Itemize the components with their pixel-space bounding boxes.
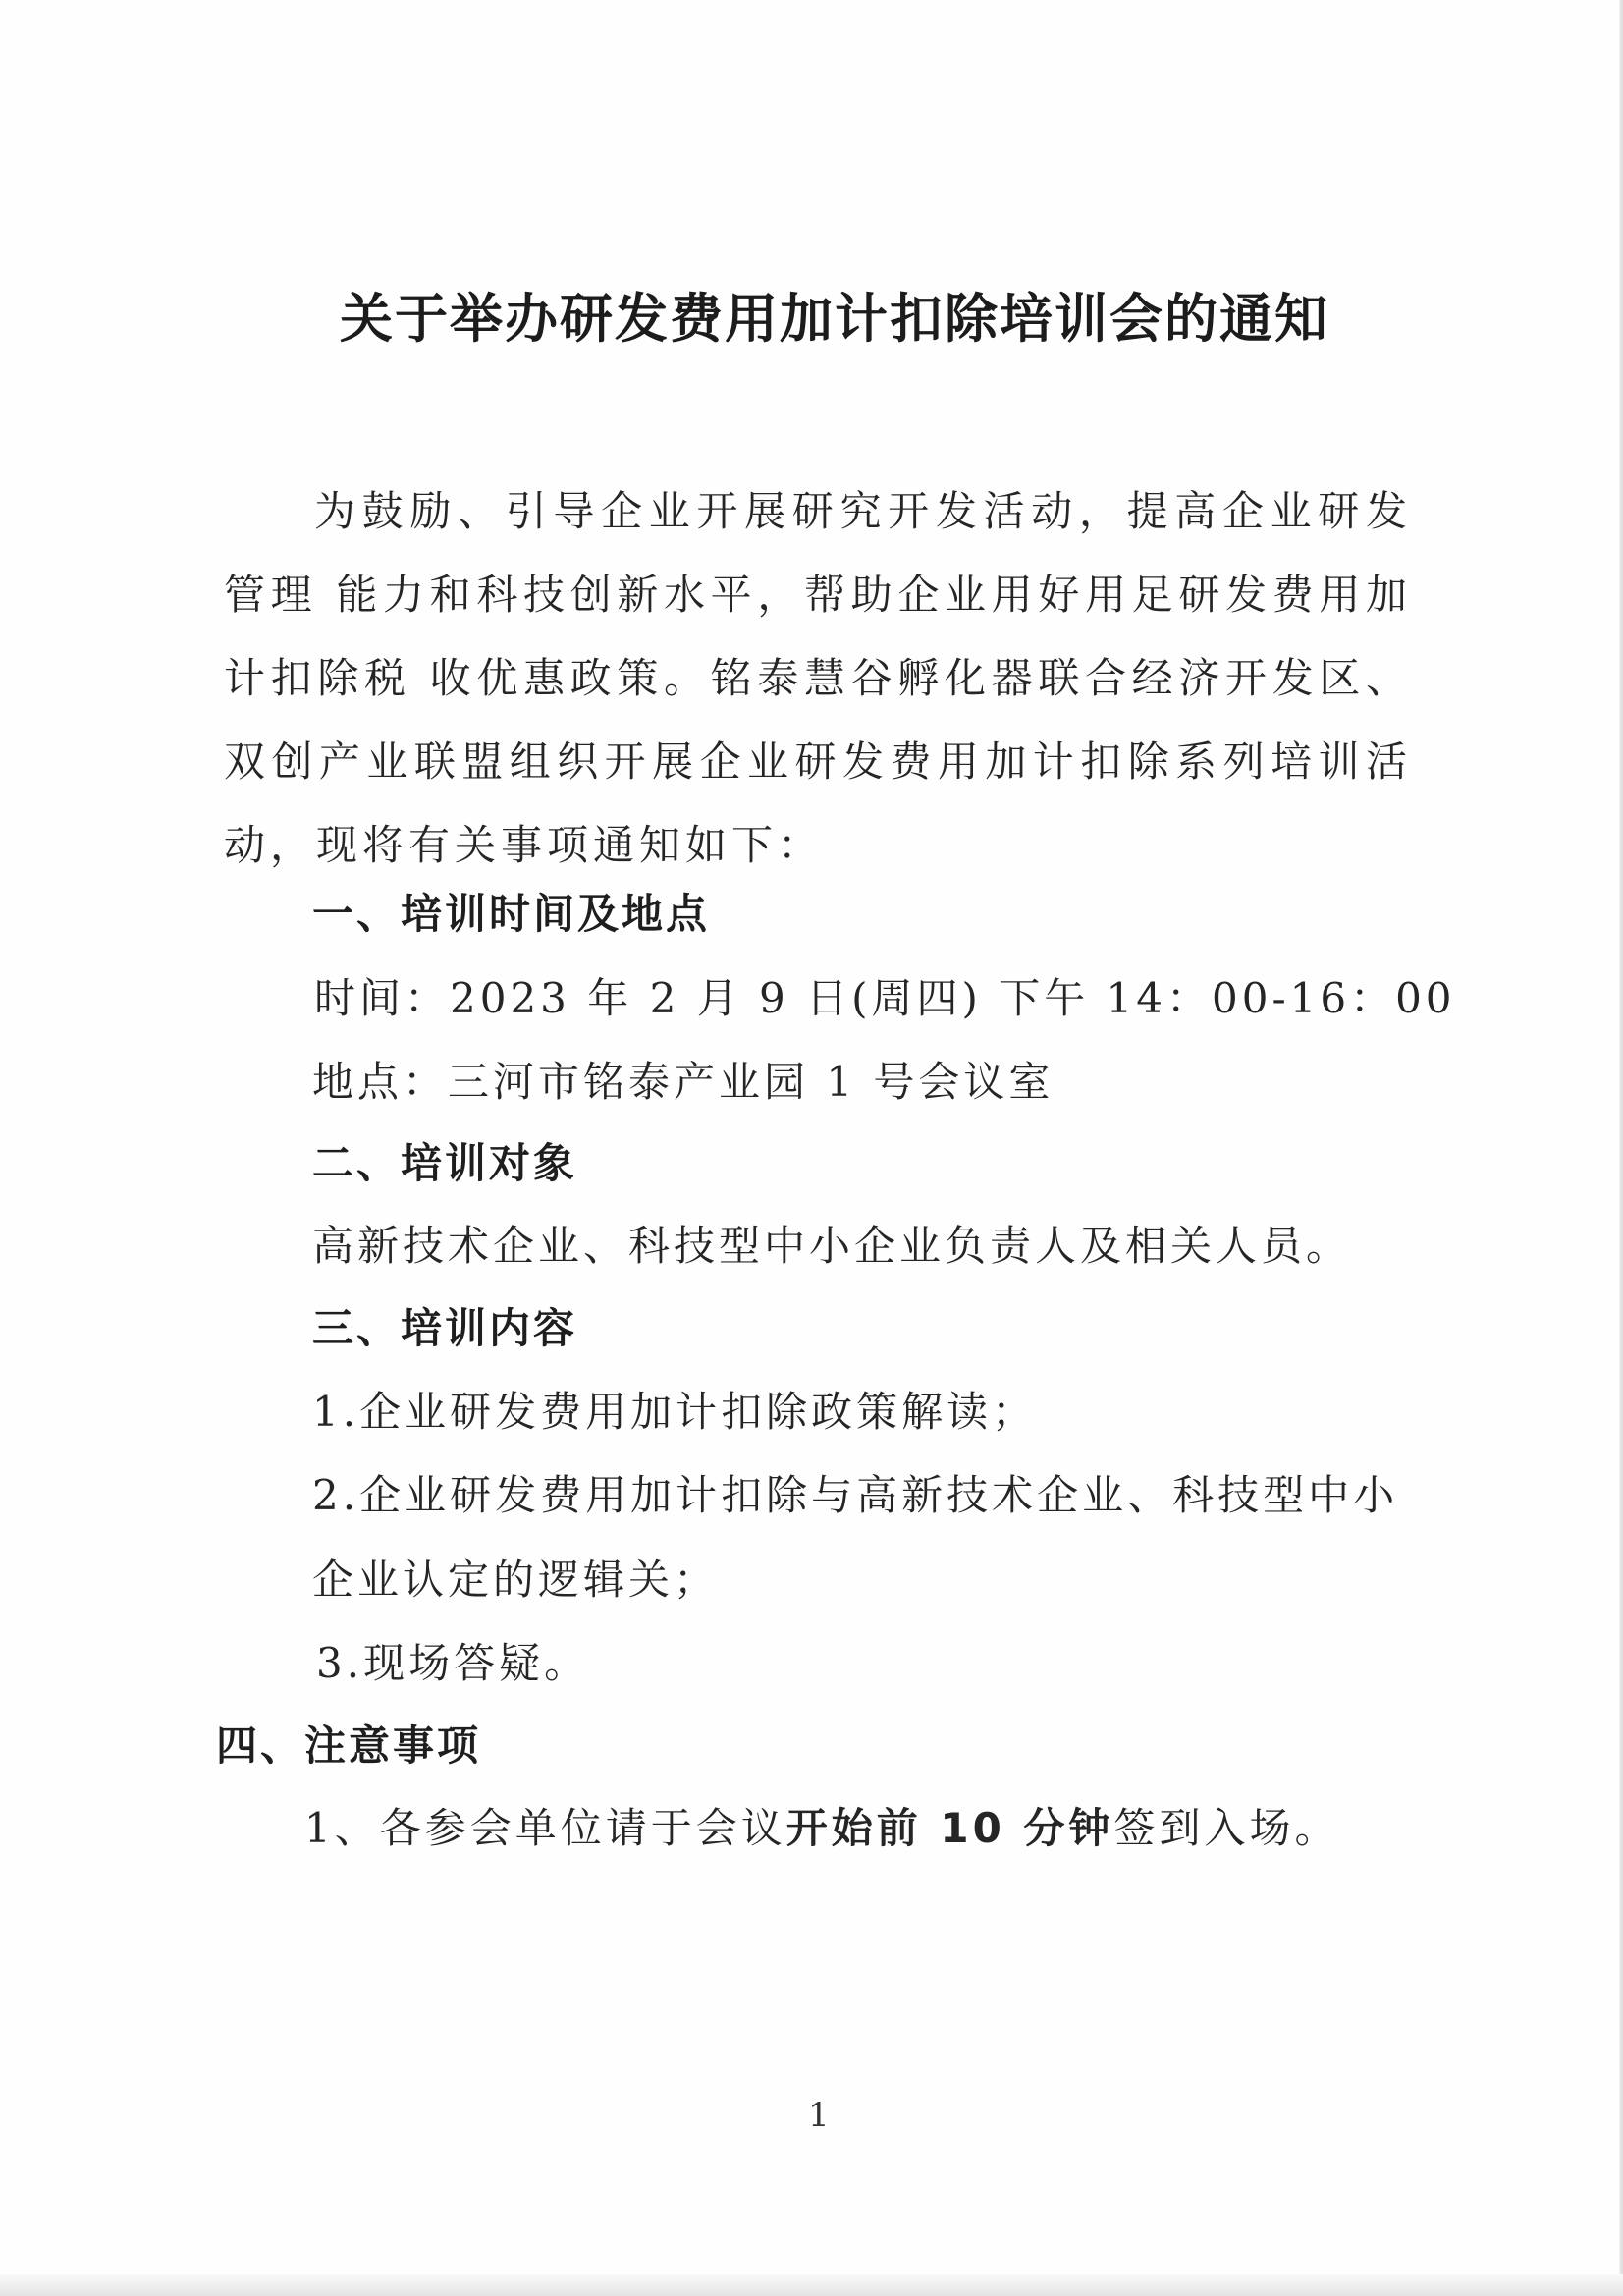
training-time: 时间：2023 年 2 月 9 日(周四) 下午 14：00-16：00 — [314, 974, 1456, 1022]
section-3-heading: 三、培训内容 — [312, 1304, 578, 1352]
notice-item-1-emphasis: 开始前 10 分钟 — [785, 1804, 1114, 1852]
section-2-heading: 二、培训对象 — [312, 1139, 578, 1187]
content-item-2-line-2: 企业认定的逻辑关； — [312, 1556, 720, 1604]
intro-paragraph: 为鼓励、引导企业开展研究开发活动，提高企业研发管理 能力和科技创新水平，帮助企业用好用足研发费用加计扣除税 收优惠政策。铭泰慧谷孵化器联合经济开发区、双创产业联盟组织开展企业研发费用加计扣除系列培训活动，现将有关事项通知如下： — [224, 487, 1412, 869]
section-1-heading: 一、培训时间及地点 — [312, 890, 711, 938]
notice-item-1-prefix: 1、各参会单位请于会议 — [304, 1804, 786, 1852]
page-number: 1 — [808, 2096, 830, 2135]
content-item-1: 1.企业研发费用加计扣除政策解读； — [312, 1388, 1038, 1436]
training-audience: 高新技术企业、科技型中小企业负责人及相关人员。 — [312, 1222, 1352, 1270]
notice-item-1-suffix: 签到入场。 — [1113, 1804, 1340, 1852]
training-location: 地点：三河市铭泰产业园 1 号会议室 — [312, 1058, 1055, 1106]
notice-item-1 — [304, 1796, 1339, 1855]
section-4-heading: 四、注意事项 — [216, 1722, 482, 1770]
document-title: 关于举办研发费用加计扣除培训会的通知 — [340, 288, 1329, 350]
scan-edge-right — [1619, 0, 1623, 2296]
content-item-2-line-1: 2.企业研发费用加计扣除与高新技术企业、科技型中小 — [312, 1471, 1399, 1519]
content-item-3: 3.现场答疑。 — [316, 1639, 590, 1687]
scan-edge-bottom — [0, 2274, 1623, 2296]
